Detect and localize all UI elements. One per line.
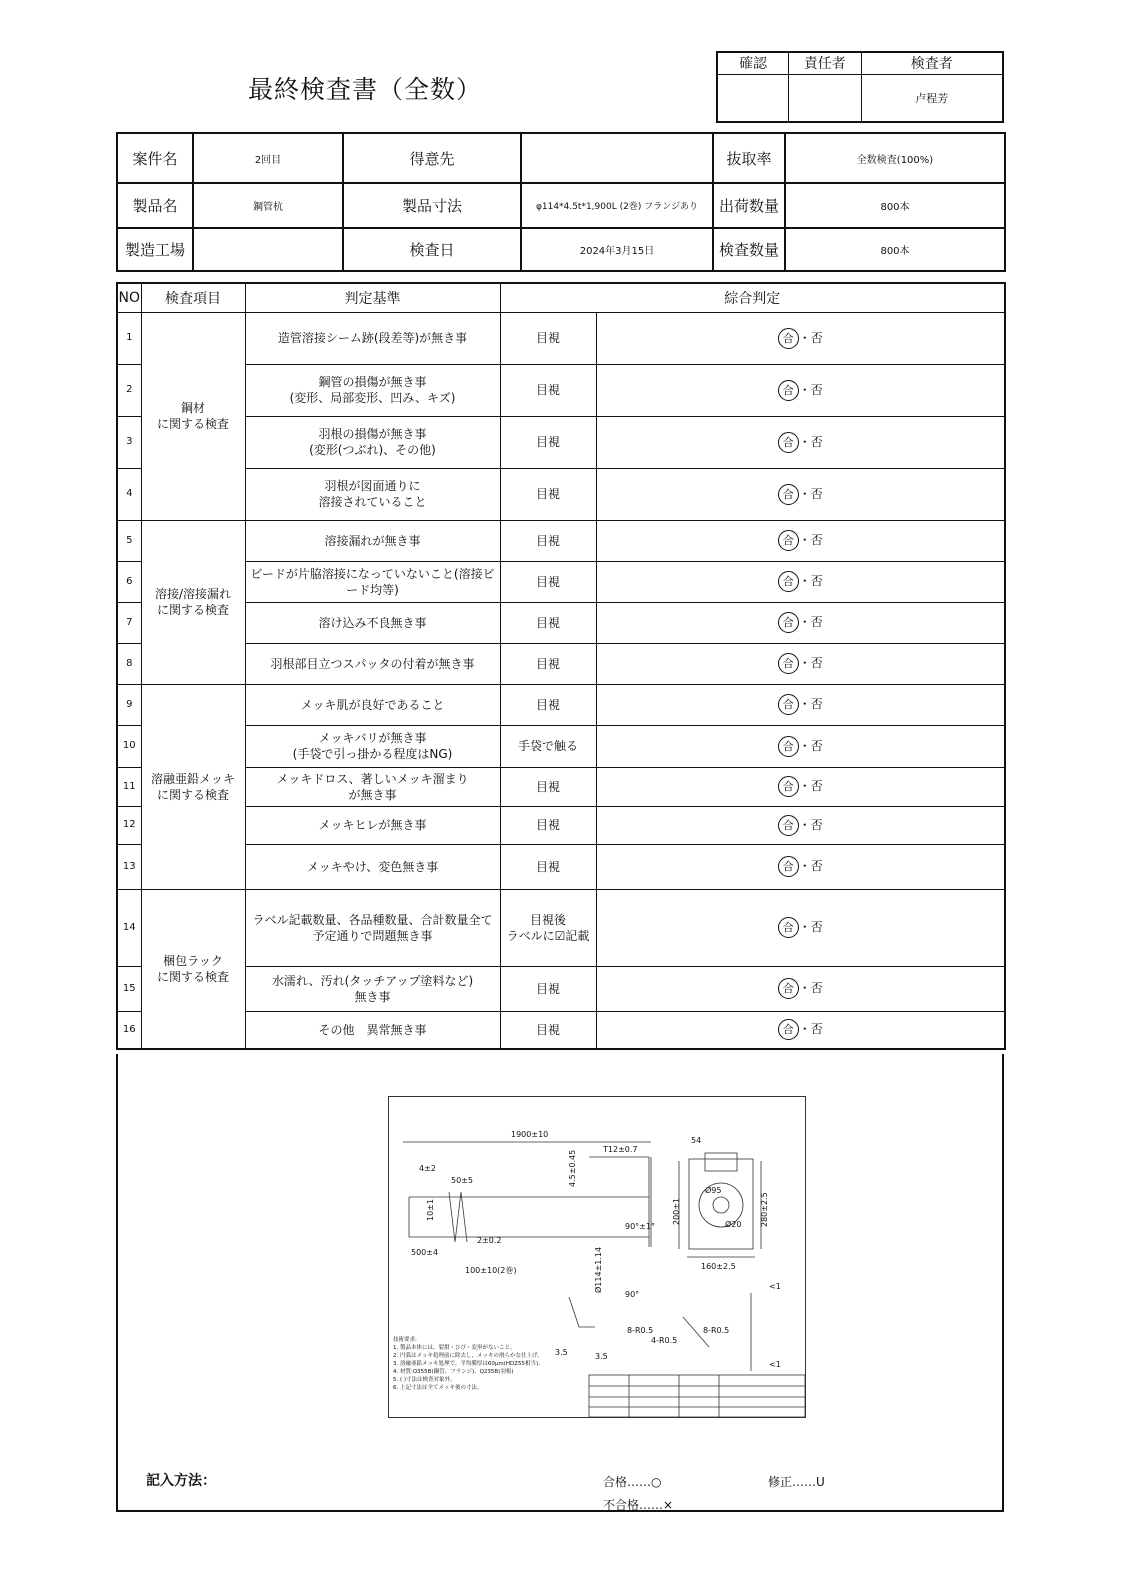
date-value[interactable]: 2024年3月15日: [521, 228, 713, 271]
dim-114: Ø114±1.14: [594, 1246, 603, 1293]
dim-r1: 8-R0.5: [627, 1326, 654, 1335]
customer-value[interactable]: [521, 133, 713, 183]
row-number: 5: [117, 520, 141, 561]
row-number: 1: [117, 312, 141, 364]
method-cell: 目視: [500, 684, 596, 725]
judgement-cell[interactable]: [596, 844, 1005, 889]
method-cell: 目視: [500, 364, 596, 416]
inspector-signature: 卢程芳: [861, 74, 1003, 122]
project-value[interactable]: 2回目: [193, 133, 343, 183]
inspection-table: [116, 282, 1006, 1050]
row-number: 7: [117, 602, 141, 643]
method-cell: 目視: [500, 602, 596, 643]
dim-lt2: <1: [769, 1360, 781, 1369]
judgement-cell[interactable]: [596, 889, 1005, 966]
judgement-cell[interactable]: [596, 416, 1005, 468]
factory-label: 製造工場: [117, 228, 193, 271]
row-number: 14: [117, 889, 141, 966]
table-row: [117, 806, 1005, 844]
criteria-cell: 鋼管の損傷が無き事 (変形、局部変形、凹み、キズ): [245, 364, 500, 416]
method-cell: 目視: [500, 520, 596, 561]
fail-mark[interactable]: ・否: [798, 981, 823, 995]
technical-drawing: [388, 1096, 806, 1418]
legend-fail: 不合格……×: [603, 1498, 674, 1512]
table-row: [117, 312, 1005, 364]
table-row: [117, 468, 1005, 520]
judgement-cell[interactable]: [596, 520, 1005, 561]
fail-mark[interactable]: ・否: [798, 738, 823, 753]
method-cell: 目視: [500, 767, 596, 806]
criteria-cell: メッキ肌が良好であること: [245, 684, 500, 725]
pass-mark[interactable]: 合: [778, 815, 799, 836]
fail-mark[interactable]: ・否: [798, 656, 823, 670]
fail-mark[interactable]: ・否: [798, 382, 823, 397]
table-row: [117, 844, 1005, 889]
row-number: 10: [117, 725, 141, 767]
customer-label: 得意先: [343, 133, 521, 183]
sampling-value[interactable]: 全数検査(100%): [785, 133, 1005, 183]
dim-4: 4±2: [419, 1164, 436, 1173]
judgement-cell[interactable]: [596, 561, 1005, 602]
pass-mark[interactable]: 合: [778, 917, 799, 938]
fail-mark[interactable]: ・否: [798, 920, 823, 934]
fail-mark[interactable]: ・否: [798, 697, 823, 711]
pass-mark[interactable]: 合: [778, 776, 799, 797]
judgement-cell[interactable]: [596, 468, 1005, 520]
insp-qty-value[interactable]: 800本: [785, 228, 1005, 271]
criteria-cell: 羽根の損傷が無き事 (変形(つぶれ)、その他): [245, 416, 500, 468]
col-judge: 綜合判定: [500, 283, 1005, 312]
approval-header-inspector: 検査者: [861, 52, 1003, 74]
pass-mark[interactable]: 合: [778, 530, 799, 551]
pass-mark[interactable]: 合: [778, 736, 799, 757]
dim-angle90: 90°±1°: [625, 1222, 655, 1231]
row-number: 11: [117, 767, 141, 806]
approval-box: [716, 51, 1004, 123]
dim-10: 10±1: [426, 1199, 435, 1221]
method-cell: 目視: [500, 561, 596, 602]
criteria-cell: その他 異常無き事: [245, 1011, 500, 1049]
pass-mark[interactable]: 合: [778, 653, 799, 674]
category-cell: 溶接/溶接漏れ に関する検査: [141, 520, 245, 684]
category-cell: 溶融亜鉛メッキ に関する検査: [141, 684, 245, 889]
fail-mark[interactable]: ・否: [798, 817, 823, 832]
method-cell: 手袋で触る: [500, 725, 596, 767]
row-number: 13: [117, 844, 141, 889]
table-row: [117, 520, 1005, 561]
document-title: 最終検査書（全数）: [248, 75, 483, 104]
dim-lt1: <1: [769, 1282, 781, 1291]
row-number: 3: [117, 416, 141, 468]
judgement-cell[interactable]: [596, 767, 1005, 806]
fail-mark[interactable]: ・否: [798, 615, 823, 629]
method-cell: 目視: [500, 806, 596, 844]
pass-mark[interactable]: 合: [778, 328, 799, 349]
note-2: 2. 円弧はメッキ処理前に除去し、メッキの滑らかな仕上げ。: [393, 1353, 543, 1359]
dim-length: 1900±10: [511, 1130, 549, 1139]
table-row: [117, 561, 1005, 602]
row-number: 15: [117, 966, 141, 1011]
row-number: 8: [117, 643, 141, 684]
dim-50: 50±5: [451, 1176, 473, 1185]
product-label: 製品名: [117, 183, 193, 228]
row-number: 6: [117, 561, 141, 602]
note-0: 技術要求:: [393, 1337, 417, 1343]
ship-qty-value[interactable]: 800本: [785, 183, 1005, 228]
dim-45: 4.5±0.45: [568, 1149, 577, 1187]
row-number: 2: [117, 364, 141, 416]
size-value[interactable]: φ114*4.5t*1,900L (2巻) フランジあり: [521, 183, 713, 228]
judgement-cell[interactable]: [596, 684, 1005, 725]
method-cell: 目視: [500, 312, 596, 364]
dim-2: 2±0.2: [477, 1236, 502, 1245]
judgement-cell[interactable]: [596, 602, 1005, 643]
note-3: 3. 溶融亜鉛メッキ処理で、平均膜厚は60μm(HDZ55相当)。: [393, 1361, 544, 1367]
fail-mark[interactable]: ・否: [798, 434, 823, 449]
pass-mark[interactable]: 合: [778, 856, 799, 877]
criteria-cell: 造管溶接シーム跡(段差等)が無き事: [245, 312, 500, 364]
pass-mark[interactable]: 合: [778, 571, 799, 592]
dim-20: Ø20: [725, 1220, 742, 1229]
criteria-cell: メッキやけ、変色無き事: [245, 844, 500, 889]
size-label: 製品寸法: [343, 183, 521, 228]
col-criteria: 判定基準: [245, 283, 500, 312]
table-row: [117, 889, 1005, 966]
dim-160: 160±2.5: [701, 1262, 736, 1271]
dim-pitch: 100±10(2巻): [465, 1266, 517, 1275]
factory-value[interactable]: [193, 228, 343, 271]
date-label: 検査日: [343, 228, 521, 271]
note-5: 5. ( )寸法は検査対象外。: [393, 1377, 456, 1383]
dim-500: 500±4: [411, 1248, 439, 1257]
method-cell: 目視: [500, 416, 596, 468]
criteria-cell: メッキバリが無き事 (手袋で引っ掛かる程度はNG): [245, 725, 500, 767]
ship-qty-label: 出荷数量: [713, 183, 785, 228]
insp-qty-label: 検査数量: [713, 228, 785, 271]
table-row: [117, 364, 1005, 416]
fail-mark[interactable]: ・否: [798, 1022, 823, 1037]
row-number: 9: [117, 684, 141, 725]
dim-r2: 4-R0.5: [651, 1336, 678, 1345]
row-number: 12: [117, 806, 141, 844]
dim-200: 200±1: [672, 1197, 681, 1225]
fail-mark[interactable]: ・否: [798, 486, 823, 501]
table-row: [117, 725, 1005, 767]
table-row: [117, 684, 1005, 725]
criteria-cell: 溶け込み不良無き事: [245, 602, 500, 643]
note-4: 4. 材質:Q355B(鋼管、フランジ)、Q235B(羽根): [393, 1369, 514, 1375]
criteria-cell: ラベル記載数量、各品種数量、合計数量全て予定通りで問題無き事: [245, 889, 500, 966]
method-cell: 目視: [500, 468, 596, 520]
drawing-svg: [389, 1097, 807, 1419]
project-label: 案件名: [117, 133, 193, 183]
dim-35: 3.5: [555, 1348, 568, 1357]
table-row: [117, 643, 1005, 684]
approval-header-confirm: 確認: [717, 52, 789, 74]
method-cell: 目視: [500, 844, 596, 889]
legend-fix: 修正……U: [768, 1475, 825, 1489]
judgement-cell[interactable]: [596, 1011, 1005, 1049]
entry-method-label: 記入方法：: [146, 1473, 216, 1489]
judgement-cell[interactable]: [596, 806, 1005, 844]
dim-r3: 8-R0.5: [703, 1326, 730, 1335]
legend-pass: 合格……○: [603, 1475, 662, 1489]
approval-cell-responsible[interactable]: [789, 74, 862, 122]
criteria-cell: 水濡れ、汚れ(タッチアップ塗料など) 無き事: [245, 966, 500, 1011]
fail-mark[interactable]: ・否: [798, 533, 823, 547]
note-1: 1. 製品本体には、裂損・ひび・変形がないこと。: [393, 1345, 516, 1351]
sampling-label: 抜取率: [713, 133, 785, 183]
table-row: [117, 966, 1005, 1011]
dim-t12: T12±0.7: [603, 1145, 638, 1154]
inspection-rows: [117, 312, 1005, 1049]
judgement-cell[interactable]: [596, 725, 1005, 767]
approval-header-responsible: 責任者: [789, 52, 862, 74]
fail-mark[interactable]: ・否: [798, 859, 823, 873]
product-value[interactable]: 鋼管杭: [193, 183, 343, 228]
col-item: 検査項目: [141, 283, 245, 312]
pass-mark[interactable]: 合: [778, 694, 799, 715]
category-cell: 梱包ラック に関する検査: [141, 889, 245, 1049]
col-no: NO: [117, 283, 141, 312]
criteria-cell: 羽根が図面通りに 溶接されていること: [245, 468, 500, 520]
criteria-cell: 溶接漏れが無き事: [245, 520, 500, 561]
criteria-cell: 羽根部目立つスパッタの付着が無き事: [245, 643, 500, 684]
dim-95: Ø95: [705, 1186, 722, 1195]
judgement-cell[interactable]: [596, 643, 1005, 684]
method-cell: 目視: [500, 966, 596, 1011]
dim-54: 54: [691, 1136, 702, 1145]
judgement-cell[interactable]: [596, 312, 1005, 364]
dim-280: 280±2.5: [760, 1192, 769, 1227]
table-row: [117, 416, 1005, 468]
criteria-cell: メッキヒレが無き事: [245, 806, 500, 844]
info-table: [116, 132, 1006, 272]
fail-mark[interactable]: ・否: [798, 330, 823, 345]
approval-cell-confirm[interactable]: [717, 74, 789, 122]
table-row: [117, 602, 1005, 643]
dim-90deg: 90°: [625, 1290, 640, 1299]
pass-mark[interactable]: 合: [778, 978, 799, 999]
pass-mark[interactable]: 合: [778, 484, 799, 505]
judgement-cell[interactable]: [596, 966, 1005, 1011]
row-number: 16: [117, 1011, 141, 1049]
pass-mark[interactable]: 合: [778, 432, 799, 453]
judgement-cell[interactable]: [596, 364, 1005, 416]
method-cell: 目視: [500, 1011, 596, 1049]
pass-mark[interactable]: 合: [778, 1019, 799, 1040]
criteria-cell: メッキドロス、著しいメッキ溜まり が無き事: [245, 767, 500, 806]
method-cell: 目視: [500, 643, 596, 684]
dim-35b: 3.5: [595, 1352, 608, 1361]
criteria-cell: ビードが片脇溶接になっていないこと(溶接ビード均等): [245, 561, 500, 602]
table-row: [117, 767, 1005, 806]
fail-mark[interactable]: ・否: [798, 779, 823, 793]
note-6: 6. 上記寸法は全てメッキ後の寸法。: [393, 1385, 483, 1391]
pass-mark[interactable]: 合: [778, 612, 799, 633]
method-cell: 目視後 ラベルに☑記載: [500, 889, 596, 966]
fail-mark[interactable]: ・否: [798, 574, 823, 588]
table-row: [117, 1011, 1005, 1049]
row-number: 4: [117, 468, 141, 520]
pass-mark[interactable]: 合: [778, 380, 799, 401]
category-cell: 鋼材 に関する検査: [141, 312, 245, 520]
